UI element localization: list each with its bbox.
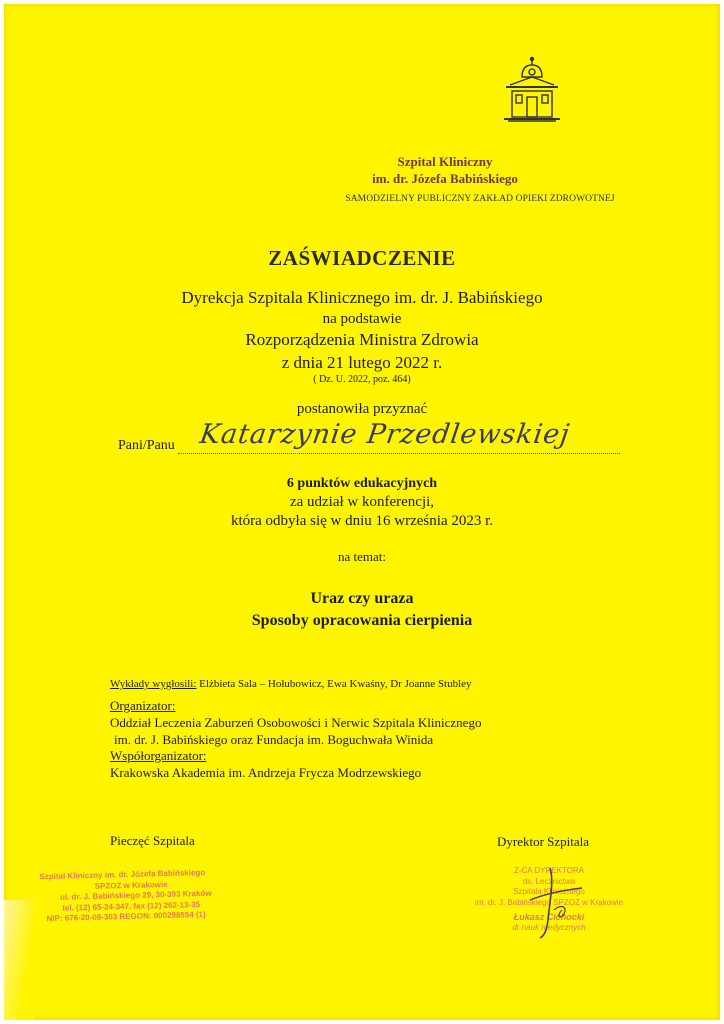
- body-line-4: z dnia 21 lutego 2022 r.: [281, 353, 443, 372]
- lecturers-line: [110, 678, 472, 690]
- paper-fold-shadow: [4, 900, 34, 1020]
- organizer-line-2: im. dr. J. Babińskiego oraz Fundacja im. Boguchwała Winida: [114, 732, 434, 747]
- organizer-label: Organizator:: [110, 698, 176, 713]
- stamp-left-line1: Szpital Kliniczny im. dr. Józefa Babińskiego: [39, 867, 206, 882]
- stamp-right-line6: dr nauk medycznych: [512, 922, 586, 932]
- topic-line-1: Uraz czy uraza: [310, 590, 414, 607]
- body-line-3: Rozporządzenia Ministra Zdrowia: [245, 330, 479, 349]
- stamp-left-line2: SPZOZ w Krakowie: [94, 879, 168, 891]
- stamp-right-line3: Szpitala Klinicznego: [513, 887, 585, 896]
- co-organizer-line: Krakowska Akademia im. Andrzeja Frycza Modrzewskiego: [110, 765, 422, 780]
- body-line-5: ( Dz. U. 2022, poz. 464): [313, 374, 411, 385]
- hospital-stamp: [39, 868, 212, 925]
- stamp-left-line5: NIP: 676-20-08-303 REGON: 000298554 (1): [46, 909, 206, 924]
- stamp-right-line5: Łukasz Cichocki: [513, 912, 585, 922]
- topic-label: na temat:: [337, 549, 386, 564]
- body-line-6: postanowiła przyznać: [296, 401, 428, 417]
- organizer-line-1: Oddział Leczenia Zaburzeń Osobowości i Nerwic Szpitala Klinicznego: [110, 715, 482, 730]
- recipient-label: Pani/Panu: [118, 438, 175, 453]
- hospital-name-line1: Szpital Kliniczny: [397, 154, 493, 169]
- stamp-right-line4: im. dr. J. Babińskiego SPZOZ w Krakowie: [474, 897, 624, 907]
- topic-line-2: Sposoby opracowania cierpienia: [251, 612, 473, 629]
- director-signature: [520, 860, 600, 940]
- recipient-signature: Katarzynie Przedlewskiej: [197, 419, 572, 450]
- body-line-2: na podstawie: [322, 311, 402, 327]
- hospital-name-line2: im. dr. Józefa Babińskiego: [372, 171, 518, 186]
- document-title: ZAŚWIADCZENIE: [268, 246, 456, 270]
- hospital-name: [330, 153, 560, 187]
- stamp-left-line3: ul. dr. J. Babińskiego 29, 30-393 Kraków: [59, 888, 212, 902]
- lecturers-names: Elżbieta Sala – Hołubowicz, Ewa Kwaśny, Dr Joanne Stubley: [199, 678, 472, 690]
- stamp-right-line1: Z-CA DYREKTORA: [513, 866, 585, 875]
- spzoz-subtitle: SAMODZIELNY PUBLICZNY ZAKŁAD OPIEKI ZDROWOTNEJ: [345, 194, 615, 204]
- points-awarded: 6 punktów edukacyjnych: [286, 476, 438, 491]
- seal-label: Pieczęć Szpitala: [110, 833, 195, 848]
- lecturers-label: Wykłady wygłosili:: [110, 678, 197, 690]
- stamp-left-line4: tel. (12) 65-24-347, fax (12) 262-13-35: [62, 899, 201, 913]
- hospital-logo-icon: [500, 55, 564, 127]
- stamp-right-line2: ds. Lecznictwa: [522, 876, 576, 886]
- body-line-8: która odbyła się w dniu 16 września 2023 r.: [230, 513, 494, 529]
- co-organizer-label: Współorganizator:: [110, 748, 207, 763]
- body-line-1: Dyrekcja Szpitala Klinicznego im. dr. J. Babińskiego: [181, 288, 543, 307]
- director-label: Dyrektor Szpitala: [497, 834, 590, 849]
- recipient-dotted-line: [178, 453, 620, 454]
- body-line-7: za udział w konferencji,: [289, 494, 435, 510]
